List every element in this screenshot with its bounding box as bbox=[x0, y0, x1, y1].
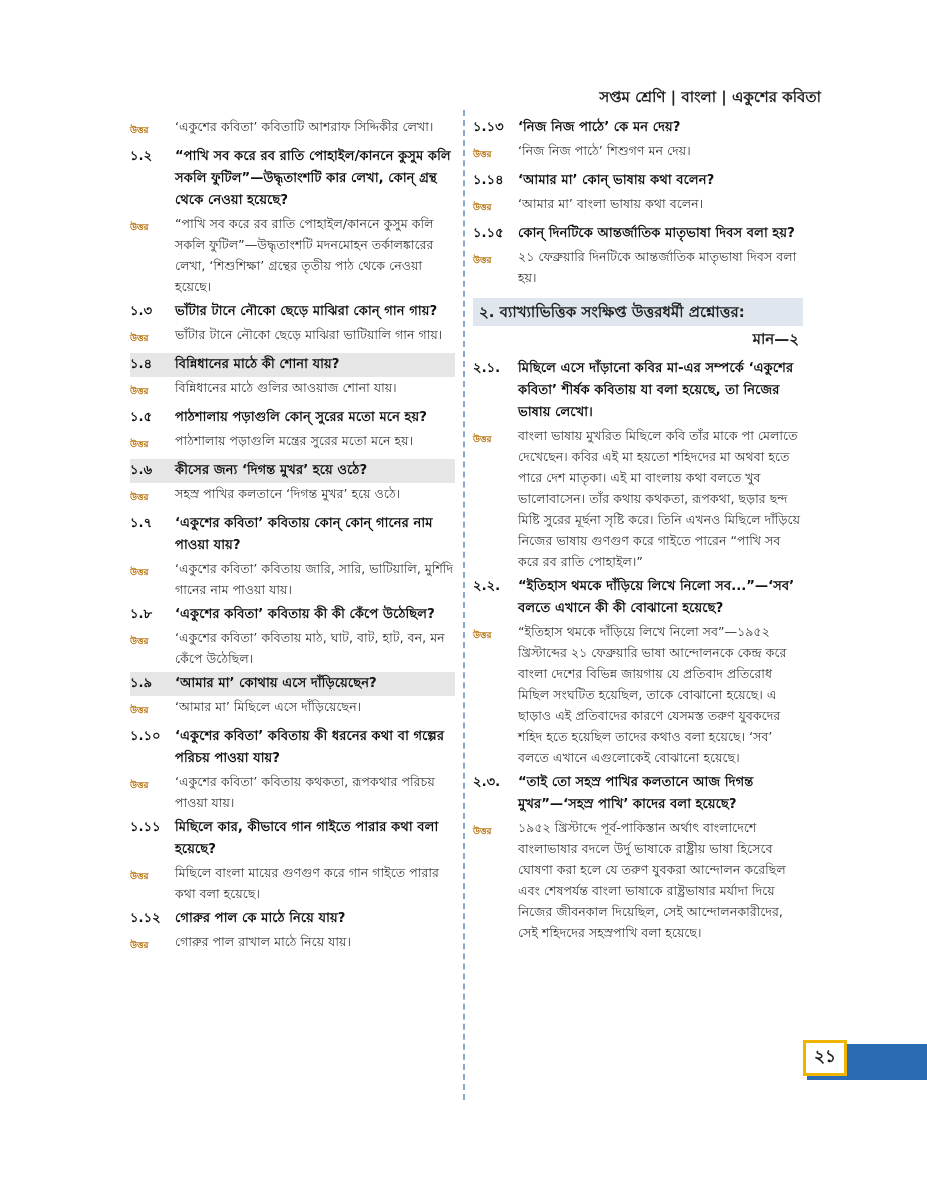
qa-item bbox=[130, 907, 455, 957]
qa-item bbox=[130, 725, 455, 813]
answer-tag: উত্তর bbox=[130, 126, 149, 136]
question bbox=[130, 672, 455, 696]
question bbox=[473, 222, 803, 246]
answer-tag: উত্তর bbox=[130, 387, 149, 397]
question-number: ১.১২ bbox=[130, 911, 161, 926]
answer bbox=[473, 621, 803, 768]
question-text: ভাঁটার টানে নৌকো ছেড়ে মাঝিরা কোন্ গান গায়? bbox=[175, 304, 438, 319]
question bbox=[130, 512, 455, 558]
answer-tag: উত্তর bbox=[130, 781, 149, 791]
qa-item bbox=[473, 357, 803, 572]
answer bbox=[473, 246, 803, 288]
qa-item bbox=[130, 353, 455, 403]
question bbox=[130, 300, 455, 324]
answer-tag: উত্তর bbox=[130, 223, 149, 233]
page-header: সপ্তম শ্রেণি | বাংলা | একুশের কবিতা bbox=[599, 88, 821, 106]
answer-text: ‘একুশের কবিতা’ কবিতায় কথকতা, রূপকথার পরিচয় পাওয়া যায়। bbox=[175, 774, 435, 810]
qa-item bbox=[130, 116, 455, 142]
question bbox=[473, 169, 803, 193]
answer bbox=[130, 771, 455, 813]
question-text: মিছিলে এসে দাঁড়ানো কবির মা-এর সম্পর্কে ‘একুশের কবিতা’ শীর্ষক কবিতায় যা বলা হয়েছে, তা নিজের ভাষায় লেখো। bbox=[518, 361, 794, 420]
question bbox=[130, 145, 455, 213]
answer-tag-icon bbox=[473, 193, 518, 219]
answer-tag-icon bbox=[130, 862, 175, 888]
answer-text: ১৯৫২ খ্রিস্টাব্দে পূর্ব-পাকিস্তান অর্থাৎ বাংলাদেশে বাংলাভাষার বদলে উর্দু ভাষাকে রাষ্ট্রীয় ভাষা হিসেবে ঘোষণা করা হলে যে তরুণ যুবকরা আন্দোলন করেছিল এবং শেষপর্যন্ত বাংলা ভাষাকে রাষ্ট্রভাষার মর্যাদা দিয়ে নিজের জীবনকাল দিয়েছিল, সেই আন্দোলনকারীদের, সেই শহিদদের সহস্রপাখি বলা হয়েছে। bbox=[518, 820, 786, 940]
question-text: ‘নিজ নিজ পাঠে’ কে মন দেয়? bbox=[518, 120, 681, 135]
qa-item bbox=[473, 771, 803, 943]
question bbox=[130, 459, 455, 483]
answer-tag-icon bbox=[130, 377, 175, 403]
answer-tag: উত্তর bbox=[130, 706, 149, 716]
answer-text: ভাঁটার টানে নৌকো ছেড়ে মাঝিরা ভাটিয়ালি গান গায়। bbox=[175, 327, 443, 342]
question-number: ১.২ bbox=[130, 149, 153, 164]
question-number: ২.৩. bbox=[473, 775, 501, 790]
qa-item bbox=[130, 300, 455, 350]
question-number: ১.৪ bbox=[130, 357, 153, 372]
question bbox=[130, 353, 455, 377]
answer-tag: উত্তর bbox=[473, 631, 492, 641]
answer-text: ‘আমার মা’ বাংলা ভাষায় কথা বলেন। bbox=[518, 196, 704, 211]
question-text: “তাই তো সহস্র পাখির কলতানে আজ দিগন্ত মুখর”—‘সহস্র পাখি’ কাদের বলা হয়েছে? bbox=[518, 775, 754, 812]
question-text: “পাখি সব করে রব রাতি পোহাইল/কাননে কুসুম কলি সকলি ফুটিল”—উদ্ধৃতাংশটি কার লেখা, কোন্ গ্রন্থ থেকে নেওয়া হয়েছে? bbox=[175, 149, 451, 208]
question-text: মিছিলে কার, কীভাবে গান গাইতে পারার কথা বলা হয়েছে? bbox=[175, 820, 439, 857]
answer-tag: উত্তর bbox=[473, 827, 492, 837]
answer-tag-icon bbox=[130, 558, 175, 584]
answer-tag-icon bbox=[130, 931, 175, 957]
question-number: ১.১১ bbox=[130, 820, 161, 835]
answer-text: ‘একুশের কবিতা’ কবিতায় জারি, সারি, ভাটিয়ালি, মুর্শিদি গানের নাম পাওয়া যায়। bbox=[175, 561, 454, 597]
question-number: ১.৬ bbox=[130, 463, 153, 478]
question-text: গোরুর পাল কে মাঠে নিয়ে যায়? bbox=[175, 911, 346, 926]
answer bbox=[130, 627, 455, 669]
qa-item bbox=[130, 406, 455, 456]
answer-tag-icon bbox=[130, 483, 175, 509]
answer-tag: উত্তর bbox=[130, 440, 149, 450]
qa-item bbox=[130, 672, 455, 722]
section-title: ২. ব্যাখ্যাভিত্তিক সংক্ষিপ্ত উত্তরধর্মী প্রশ্নোত্তর: bbox=[473, 298, 803, 326]
answer bbox=[473, 140, 803, 166]
question-text: কীসের জন্য ‘দিগন্ত মুখর’ হয়ে ওঠে? bbox=[175, 463, 368, 478]
question-text: পাঠশালায় পড়াগুলি কোন্ সুরের মতো মনে হয়? bbox=[175, 410, 427, 425]
answer bbox=[130, 324, 455, 350]
answer-text: ‘আমার মা’ মিছিলে এসে দাঁড়িয়েছেন। bbox=[175, 699, 362, 714]
question-text: ‘একুশের কবিতা’ কবিতায় কী ধরনের কথা বা গল্পের পরিচয় পাওয়া যায়? bbox=[175, 729, 445, 766]
answer-tag-icon bbox=[130, 696, 175, 722]
answer-text: বিন্নিধানের মাঠে গুলির আওয়াজ শোনা যায়। bbox=[175, 380, 397, 395]
question bbox=[130, 406, 455, 430]
answer-tag-icon bbox=[473, 817, 518, 843]
answer-text: “ইতিহাস থমকে দাঁড়িয়ে লিখে নিলো সব”—১৯৫২ খ্রিস্টাব্দের ২১ ফেব্রুয়ারি ভাষা আন্দোলনকে কেন্দ্র করে বাংলা দেশের বিভিন্ন জায়গায় যে প্রতিবাদ প্রতিরোধ মিছিল সংঘটিত হয়েছিল, তাকে বোঝানো হয়েছে। এ ছাড়াও এই প্রতিবাদের কারণে যেসমস্ত তরুণ যুবকদের শহিদ হতে হয়েছিল তাদের কথাও বলা হয়েছে। ‘সব’ বলতে এখানে এগুলোকেই বোঝানো হয়েছে। bbox=[518, 624, 787, 765]
question-number: ২.১. bbox=[473, 361, 501, 376]
section-marks: মান—২ bbox=[752, 330, 799, 348]
answer bbox=[130, 862, 455, 904]
qa-item bbox=[473, 169, 803, 219]
question-number: ২.২. bbox=[473, 579, 501, 594]
question-text: ‘একুশের কবিতা’ কবিতায় কী কী কেঁপে উঠেছিল? bbox=[175, 607, 435, 622]
answer-tag: উত্তর bbox=[473, 150, 492, 160]
question bbox=[130, 816, 455, 862]
answer-text: গোরুর পাল রাখাল মাঠে নিয়ে যায়। bbox=[175, 934, 351, 949]
question-number: ১.১০ bbox=[130, 729, 161, 744]
answer-tag: উত্তর bbox=[130, 637, 149, 647]
question-number: ১.৭ bbox=[130, 516, 153, 531]
answer-tag-icon bbox=[130, 213, 175, 239]
answer-tag-icon bbox=[473, 140, 518, 166]
question-number: ১.৮ bbox=[130, 607, 153, 622]
question bbox=[473, 116, 803, 140]
question-number: ১.১৪ bbox=[473, 173, 504, 188]
answer-text: ‘একুশের কবিতা’ কবিতাটি আশরাফ সিদ্দিকীর লেখা। bbox=[175, 119, 434, 134]
answer-text: ‘একুশের কবিতা’ কবিতায় মাঠ, ঘাট, বাট, হাট, বন, মন কেঁপে উঠেছিল। bbox=[175, 630, 445, 666]
answer bbox=[130, 116, 455, 142]
answer-text: বাংলা ভাষায় মুখরিত মিছিলে কবি তাঁর মাকে পা মেলাতে দেখেছেন। কবির এই মা হয়তো শহিদদের মা অথবা হতে পারে দেশ মাতৃকা। এই মা বাংলায় কথা বলতে খুব ভালোবাসেন। তাঁর কথায় কথকতা, রূপকথা, ছড়ার ছন্দ মিষ্টি সুরের মূর্ছনা সৃষ্টি করে। তিনি এখনও মিছিলে দাঁড়িয়ে নিজের ভাষায় গুণগুণ করে গাইতে পারেন “পাখি সব করে রব রাতি পোহাইল।” bbox=[518, 428, 800, 569]
qa-item bbox=[473, 222, 803, 288]
question-number: ১.১৩ bbox=[473, 120, 504, 135]
answer bbox=[473, 817, 803, 943]
answer-text: সহস্র পাখির কলতানে ‘দিগন্ত মুখর’ হয়ে ওঠে। bbox=[175, 486, 401, 501]
answer-tag: উত্তর bbox=[130, 334, 149, 344]
answer bbox=[473, 193, 803, 219]
qa-item bbox=[473, 575, 803, 768]
answer-tag: উত্তর bbox=[130, 568, 149, 578]
answer-text: মিছিলে বাংলা মায়ের গুণগুণ করে গান গাইতে পারার কথা বলা হয়েছে। bbox=[175, 865, 439, 901]
answer-text: পাঠশালায় পড়াগুলি মন্ত্রের সুরের মতো মনে হয়। bbox=[175, 433, 414, 448]
answer-tag: উত্তর bbox=[473, 435, 492, 445]
answer-tag: উত্তর bbox=[130, 493, 149, 503]
question-number: ১.৫ bbox=[130, 410, 153, 425]
question bbox=[130, 603, 455, 627]
question bbox=[473, 771, 803, 817]
left-column bbox=[130, 116, 455, 960]
qa-item bbox=[473, 116, 803, 166]
answer-tag-icon bbox=[473, 246, 518, 272]
qa-item bbox=[130, 816, 455, 904]
question-number: ১.১৫ bbox=[473, 226, 504, 241]
question bbox=[473, 575, 803, 621]
qa-item bbox=[130, 512, 455, 600]
answer-tag-icon bbox=[130, 116, 175, 142]
qa-item bbox=[130, 145, 455, 297]
answer bbox=[130, 430, 455, 456]
qa-item bbox=[130, 459, 455, 509]
section-2-heading bbox=[473, 298, 803, 353]
answer-tag: উত্তর bbox=[130, 941, 149, 951]
answer-tag: উত্তর bbox=[473, 256, 492, 266]
question bbox=[130, 907, 455, 931]
question-number: ১.৯ bbox=[130, 676, 153, 691]
answer bbox=[130, 558, 455, 600]
answer bbox=[130, 483, 455, 509]
question-text: বিন্নিধানের মাঠে কী শোনা যায়? bbox=[175, 357, 340, 372]
column-divider bbox=[463, 110, 465, 1100]
answer bbox=[130, 931, 455, 957]
answer-tag-icon bbox=[130, 627, 175, 653]
answer-tag-icon bbox=[130, 430, 175, 456]
right-column bbox=[473, 116, 803, 946]
question bbox=[130, 725, 455, 771]
question-number: ১.৩ bbox=[130, 304, 153, 319]
question-text: কোন্ দিনটিকে আন্তর্জাতিক মাতৃভাষা দিবস বলা হয়? bbox=[518, 226, 795, 241]
answer bbox=[130, 213, 455, 297]
answer bbox=[130, 377, 455, 403]
answer-tag: উত্তর bbox=[473, 203, 492, 213]
question-text: ‘আমার মা’ কোন্ ভাষায় কথা বলেন? bbox=[518, 173, 715, 188]
answer bbox=[473, 425, 803, 572]
answer-tag-icon bbox=[473, 425, 518, 451]
page-number: ২১ bbox=[803, 1040, 847, 1076]
question-text: ‘একুশের কবিতা’ কবিতায় কোন্ কোন্ গানের নাম পাওয়া যায়? bbox=[175, 516, 433, 553]
answer-tag-icon bbox=[473, 621, 518, 647]
qa-item bbox=[130, 603, 455, 669]
question-text: “ইতিহাস থমকে দাঁড়িয়ে লিখে নিলো সব...”—‘সব’ বলতে এখানে কী কী বোঝানো হয়েছে? bbox=[518, 579, 795, 616]
answer-tag-icon bbox=[130, 324, 175, 350]
answer-text: ‘নিজ নিজ পাঠে’ শিশুগণ মন দেয়। bbox=[518, 143, 691, 158]
answer-tag: উত্তর bbox=[130, 872, 149, 882]
answer-text: “পাখি সব করে রব রাতি পোহাইল/কাননে কুসুম কলি সকলি ফুটিল”—উদ্ধৃতাংশটি মদনমোহন তর্কালঙ্কারের লেখা, ‘শিশুশিক্ষা’ গ্রন্থের তৃতীয় পাঠ থেকে নেওয়া হয়েছে। bbox=[175, 216, 434, 294]
answer-text: ২১ ফেব্রুয়ারি দিনটিকে আন্তর্জাতিক মাতৃভাষা দিবস বলা হয়। bbox=[518, 249, 797, 285]
question bbox=[473, 357, 803, 425]
question-text: ‘আমার মা’ কোথায় এসে দাঁড়িয়েছেন? bbox=[175, 676, 377, 691]
answer-tag-icon bbox=[130, 771, 175, 797]
answer bbox=[130, 696, 455, 722]
